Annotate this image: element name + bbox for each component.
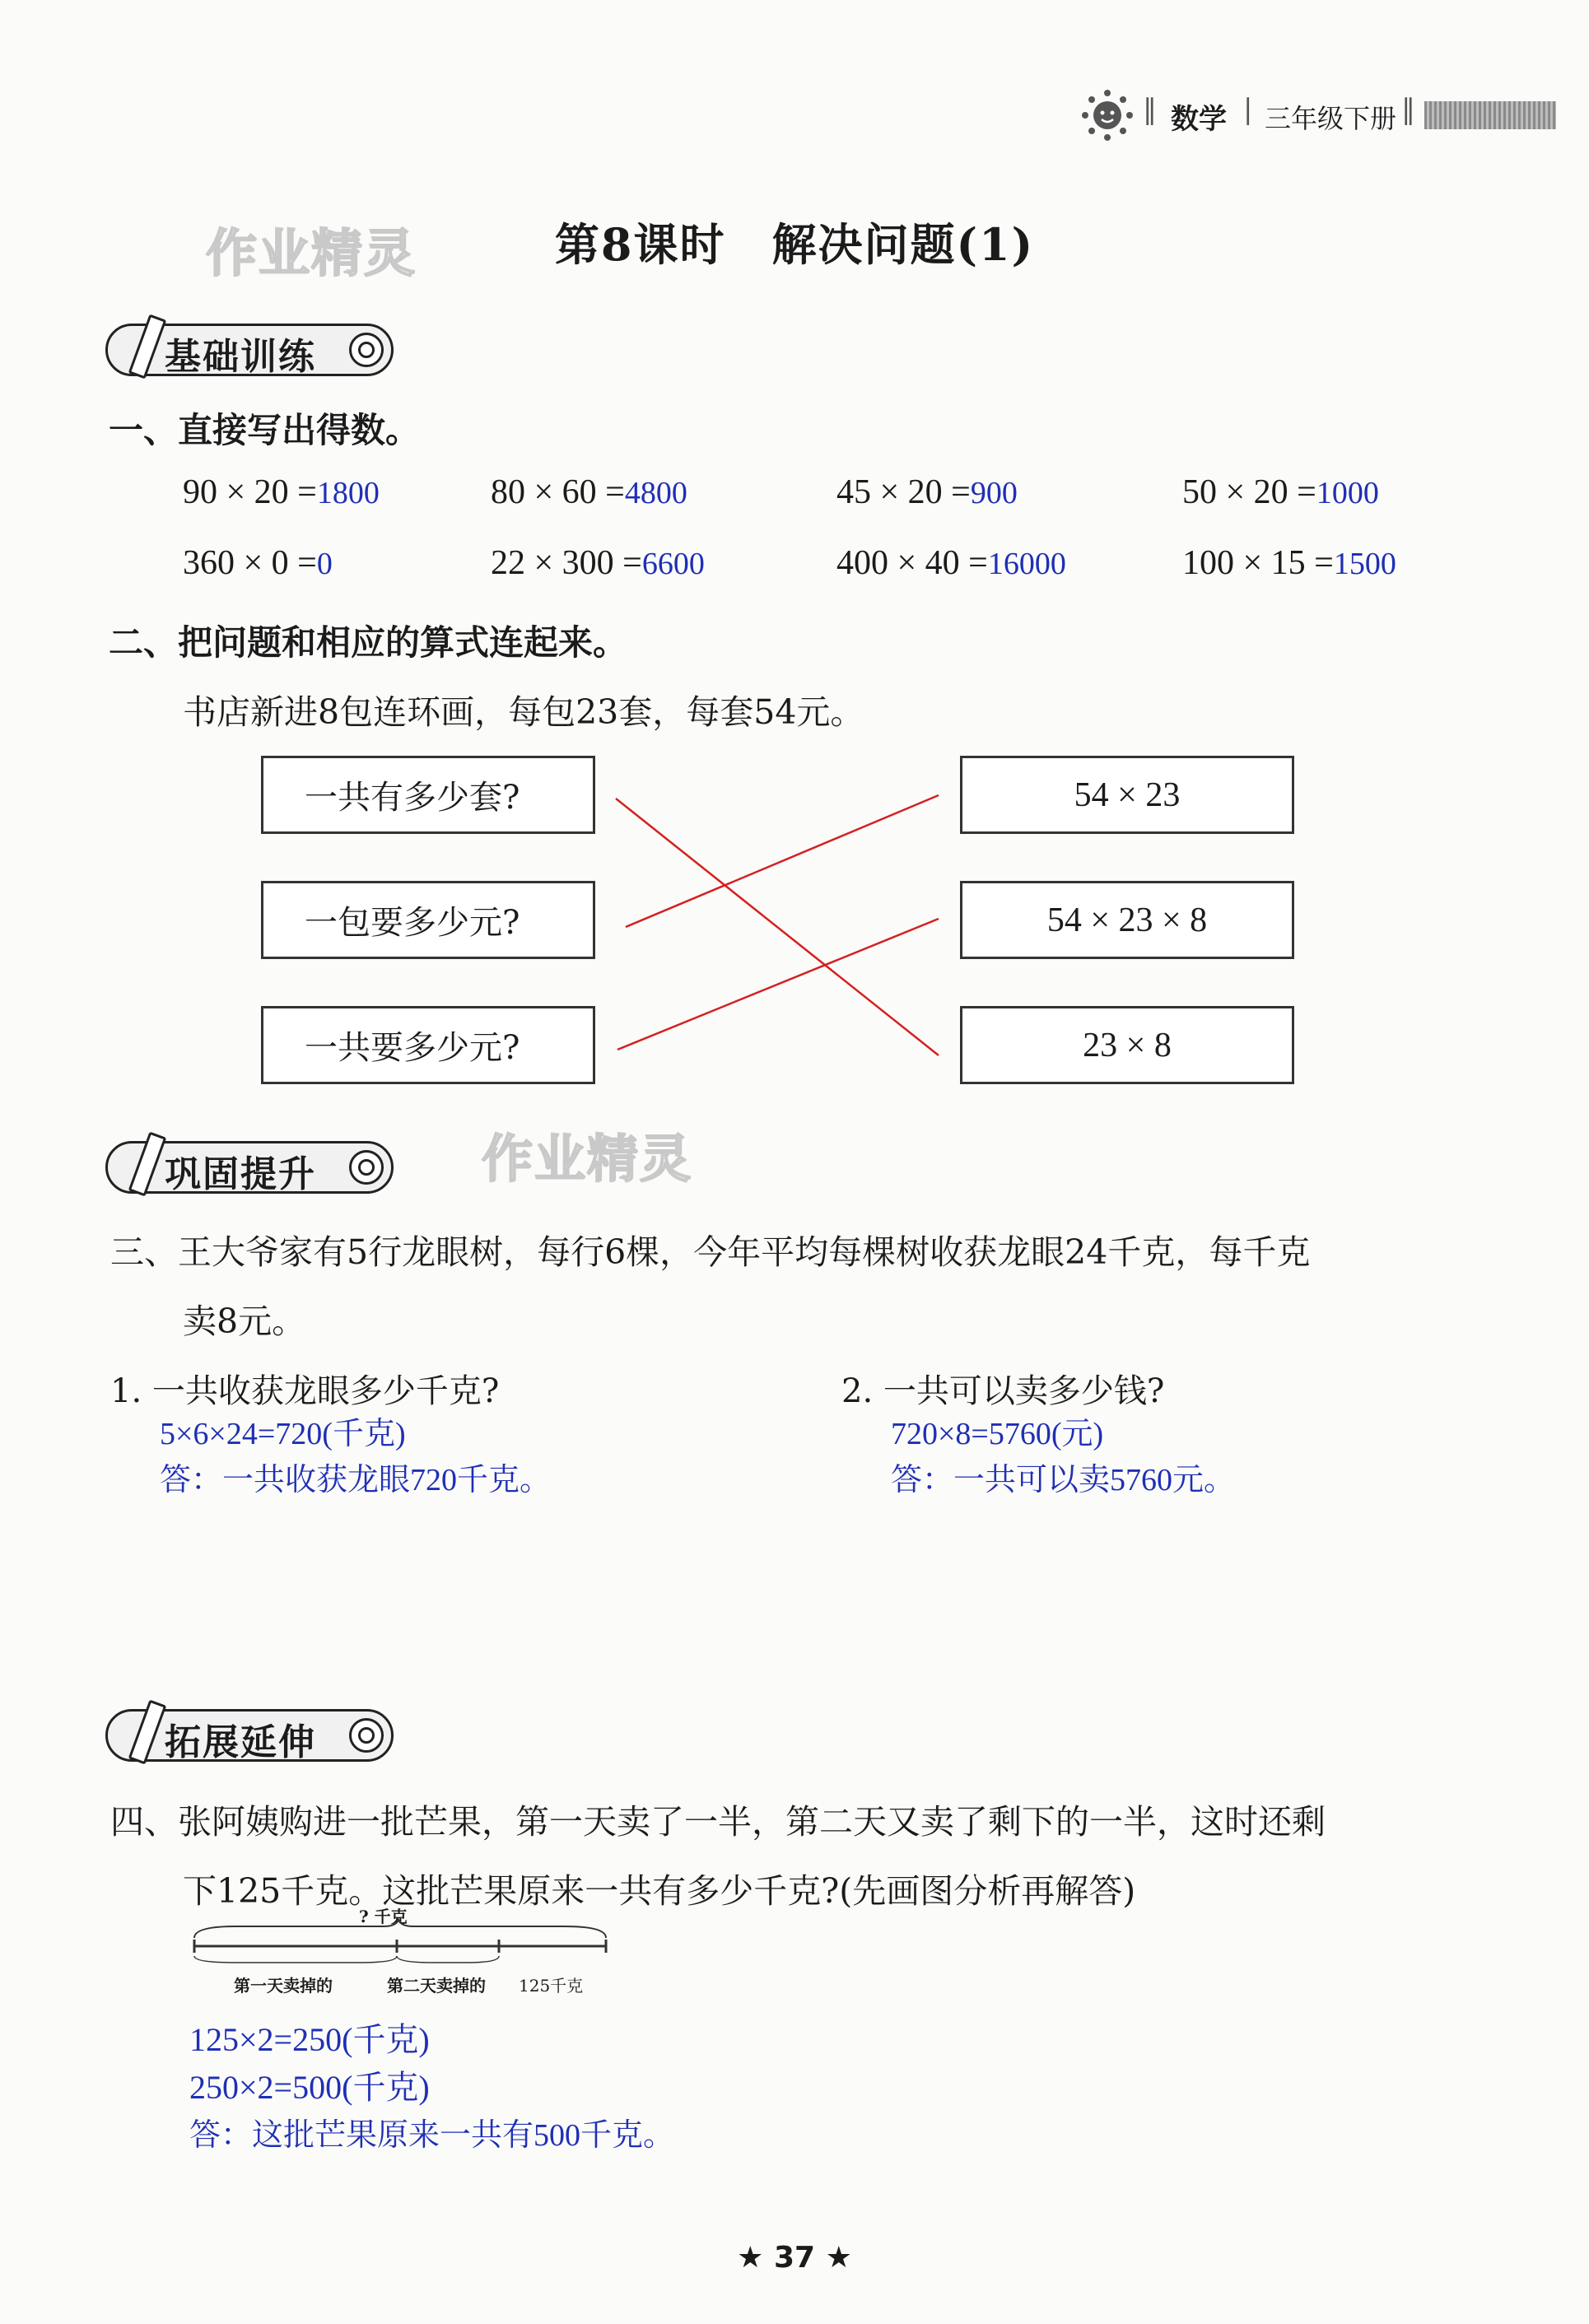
expression: 50 × 20 = bbox=[1182, 473, 1316, 511]
q3-sub1-answer: 答：一共收获龙眼720千克。 bbox=[160, 1463, 552, 1497]
q4-line2: 下125千克。这批芒果原来一共有多少千克?(先画图分析再解答) bbox=[183, 1871, 1136, 1911]
q3-sub1-question: 1. 一共收获龙眼多少千克? bbox=[110, 1372, 500, 1410]
page-title: 第8课时 解决问题(1) bbox=[554, 218, 1035, 271]
q2-stem: 书店新进8包连环画，每包23套，每套54元。 bbox=[183, 692, 864, 732]
expression: 22 × 300 = bbox=[491, 544, 642, 582]
answer: 4800 bbox=[624, 476, 687, 510]
diagram-lines bbox=[186, 1918, 614, 1968]
q3-sub2-calc: 720×8=5760(元) bbox=[891, 1417, 1104, 1451]
diagram-total-label: ? 千克 bbox=[359, 1907, 408, 1926]
q4-line1: 四、张阿姨购进一批芒果，第一天卖了一半，第二天又卖了剩下的一半，这时还剩 bbox=[110, 1802, 1326, 1842]
header-grade: 三年级下册 bbox=[1265, 103, 1397, 134]
answer: 1800 bbox=[316, 476, 380, 510]
header-divider: | bbox=[1243, 93, 1253, 126]
q3-line2: 卖8元。 bbox=[183, 1302, 306, 1341]
diagram-seg1-label: 第一天卖掉的 bbox=[234, 1976, 333, 1996]
diagram-seg3-label: 125千克 bbox=[519, 1976, 584, 1996]
header-subject: 数学 bbox=[1171, 103, 1227, 136]
match-line bbox=[616, 799, 939, 1055]
answer: 6600 bbox=[641, 547, 705, 581]
header-divider: ‖ bbox=[1143, 93, 1157, 126]
answer: 900 bbox=[970, 476, 1018, 510]
section-title: 基础训练 bbox=[165, 336, 316, 378]
q4-calc1: 125×2=250(千克) bbox=[189, 2021, 430, 2058]
q4-calc2: 250×2=500(千克) bbox=[189, 2069, 430, 2106]
header-divider: ‖ bbox=[1401, 93, 1415, 126]
answer: 16000 bbox=[987, 547, 1066, 581]
section-title: 巩固提升 bbox=[165, 1153, 316, 1195]
section-title: 拓展延伸 bbox=[165, 1721, 316, 1763]
page-number: ★ 37 ★ bbox=[737, 2241, 852, 2275]
expression: 400 × 40 = bbox=[836, 544, 988, 582]
match-line bbox=[626, 795, 939, 927]
question-box: 一共要多少元? bbox=[261, 1006, 595, 1084]
expression: 360 × 0 = bbox=[183, 544, 317, 582]
answer: 0 bbox=[316, 547, 333, 581]
section-tag-consolidate bbox=[105, 1134, 394, 1200]
q3-text: 三、王大爷家有5行龙眼树，每行6棵，今年平均每棵树收获龙眼24千克，每千克 bbox=[110, 1232, 1311, 1272]
match-line bbox=[617, 919, 939, 1050]
expression: 90 × 20 = bbox=[183, 473, 317, 511]
diagram-seg2-label: 第二天卖掉的 bbox=[387, 1976, 486, 1996]
ring-icon bbox=[349, 1150, 384, 1185]
q3-sub2-question: 2. 一共可以卖多少钱? bbox=[841, 1372, 1165, 1410]
formula-box: 54 × 23 × 8 bbox=[960, 881, 1294, 959]
question-box: 一包要多少元? bbox=[261, 881, 595, 959]
q1-heading: 一、直接写出得数。 bbox=[109, 410, 421, 450]
q3-sub1-calc: 5×6×24=720(千克) bbox=[160, 1417, 406, 1451]
ring-icon bbox=[349, 1718, 384, 1753]
formula-box: 54 × 23 bbox=[960, 756, 1294, 834]
answer: 1000 bbox=[1316, 476, 1379, 510]
segment-diagram bbox=[186, 1903, 614, 2002]
matching-lines bbox=[0, 0, 1589, 1153]
watermark: 作业精灵 bbox=[206, 223, 417, 283]
q3-sub2-answer: 答：一共可以卖5760元。 bbox=[891, 1463, 1236, 1497]
section-tag-extend bbox=[105, 1702, 394, 1768]
q2-heading: 二、把问题和相应的算式连起来。 bbox=[109, 622, 628, 663]
q4-answer: 答：这批芒果原来一共有500千克。 bbox=[189, 2118, 675, 2153]
answer: 1500 bbox=[1333, 547, 1396, 581]
expression: 45 × 20 = bbox=[836, 473, 971, 511]
question-box: 一共有多少套? bbox=[261, 756, 595, 834]
q3-line1 bbox=[110, 1225, 1310, 1274]
expression: 100 × 15 = bbox=[1182, 544, 1334, 582]
formula-box: 23 × 8 bbox=[960, 1006, 1294, 1084]
watermark: 作业精灵 bbox=[482, 1129, 693, 1189]
expression: 80 × 60 = bbox=[491, 473, 625, 511]
